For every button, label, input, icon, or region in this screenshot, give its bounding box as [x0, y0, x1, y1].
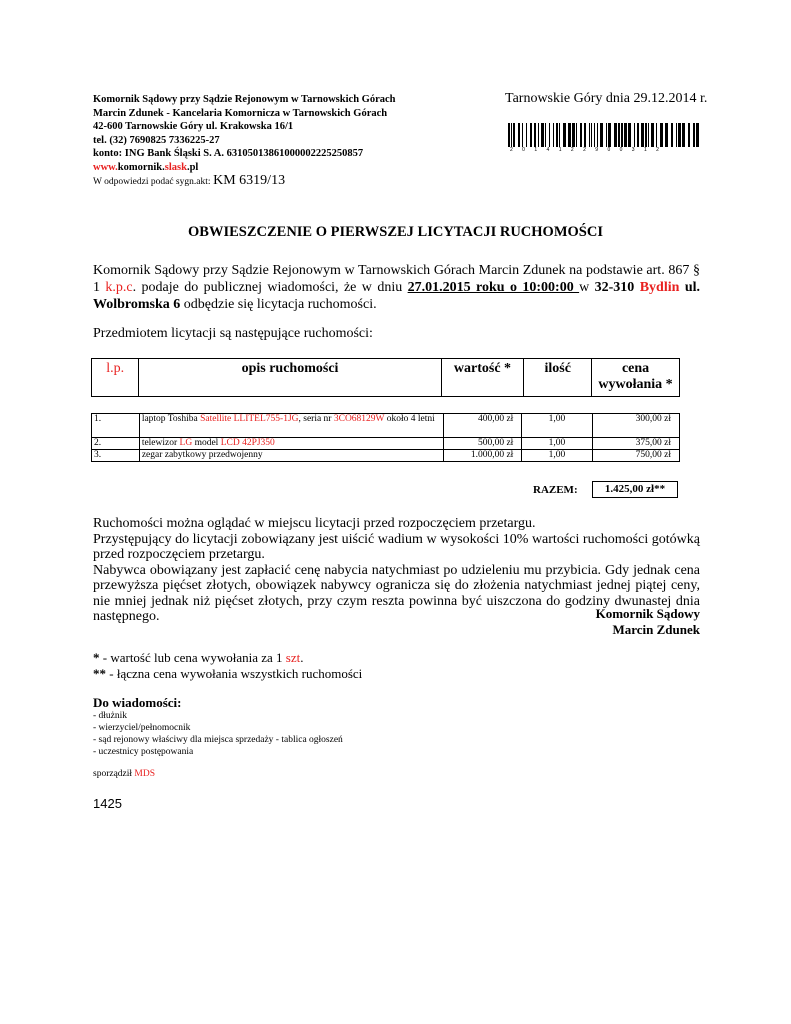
barcode-bar: [608, 123, 611, 147]
list-item: - wierzyciel/pełnomocnik: [93, 723, 191, 733]
barcode-bar: [606, 123, 607, 147]
barcode-bar: [522, 123, 523, 147]
barcode-bar: [541, 123, 544, 147]
header-line-account: konto: ING Bank Śląski S. A. 63105013861000002225250857: [93, 148, 364, 159]
item-description: telewizor LG model LCD 42PJ350: [139, 438, 443, 450]
footnotes: [93, 650, 362, 682]
list-item: - sąd rejonowy właściwy dla miejsca sprzedaży - tablica ogłoszeń: [93, 735, 343, 745]
terms-viewing: Ruchomości można oglądać w miejscu licytacji przed rozpoczęciem przetargu.: [93, 516, 536, 531]
barcode-bar: [618, 123, 620, 147]
item-description: zegar zabytkowy przedwojenny: [139, 450, 443, 462]
document-title: OBWIESZCZENIE O PIERWSZEJ LICYTACJI RUCHOMOŚCI: [188, 224, 603, 240]
barcode-bar: [696, 123, 699, 147]
intro-paragraph: Komornik Sądowy przy Sądzie Rejonowym w Tarnowskich Górach Marcin Zdunek na podstawie art. 867 § 1 k.p.c. podaje do publicznej wiadomości, że w dniu 27.01.2015 roku o 10:00:00 w 32-310 Bydlin ul. Wolbromska 6 odbędzie się licytacja ruchomości.: [93, 263, 701, 312]
barcode-bar: [534, 123, 536, 147]
header-line-court: Komornik Sądowy przy Sądzie Rejonowym w Tarnowskich Górach: [93, 94, 396, 105]
header-ilosc: ilość: [524, 359, 592, 397]
barcode-bar: [660, 123, 663, 147]
table-row: 2. telewizor LG model LCD 42PJ350 500,00 zł 1,00 375,00 zł: [92, 438, 680, 450]
barcode-bar: [656, 123, 657, 147]
barcode-bar: [553, 123, 554, 147]
header-opis: opis ruchomości: [139, 359, 441, 397]
barcode-bar: [545, 123, 546, 147]
terms-payment: Nabywca obowiązany jest zapłacić cenę nabycia natychmiast po udzieleniu mu przybicia. Gdy jednak cena przewyższa pięćset złotych, obowiązek nabywcy ogranicza się do złożenia natychmiast jednej piątej ceny, nie mniej jednak niż pięćset złotych, przy czym reszta powinna być uiszczona do godziny dwunastej dnia następnego.: [93, 562, 700, 624]
barcode-bar: [594, 123, 595, 147]
document-date: Tarnowskie Góry dnia 29.12.2014 r.: [505, 91, 708, 106]
recipients-list: [93, 710, 343, 758]
barcode-bar: [518, 123, 520, 147]
footnote-single: * - wartość lub cena wywołania za 1 szt.: [93, 650, 304, 665]
barcode-bar: [549, 123, 550, 147]
header-line-office: Marcin Zdunek - Kancelaria Komornicza w Tarnowskich Górach: [93, 107, 388, 119]
table-row: 1. laptop Toshiba Satellite LLITEL755-1JG, seria nr 3CO68129W około 4 letni 400,00 zł 1,00 300,00 zł: [92, 414, 680, 438]
barcode-bar: [513, 123, 515, 147]
items-table-header: [91, 358, 680, 397]
barcode-bar: [634, 123, 635, 147]
barcode-bar: [576, 123, 577, 147]
barcode-bar: [568, 123, 571, 147]
barcode-bar: [559, 123, 560, 147]
barcode-bar: [651, 123, 654, 147]
header-case-reference: W odpowiedzi podać sygn.akt: KM 6319/13: [93, 173, 286, 188]
barcode-digits: 2014122900312: [510, 147, 669, 153]
terms-deposit: Przystępujący do licytacji zobowiązany jest uiścić wadium w wysokości 10% wartości ruchomości gotówką przed rozpoczęciem przetargu.: [93, 531, 700, 562]
barcode-bar: [508, 123, 510, 147]
barcode-bar: [556, 123, 558, 147]
barcode-bar: [511, 123, 512, 147]
list-item: - dłużnik: [93, 711, 128, 721]
barcode-bar: [530, 123, 532, 147]
page-number: 1425: [93, 796, 122, 811]
barcode-bar: [600, 123, 603, 147]
header-website-link[interactable]: www.komornik.slask.pl: [93, 161, 199, 173]
barcode-bar: [628, 123, 631, 147]
header-wartosc: wartość *: [441, 359, 524, 397]
items-table: [91, 413, 680, 462]
barcode-bar: [678, 123, 681, 147]
barcode-bar: [589, 123, 590, 147]
barcode-bar: [526, 123, 527, 147]
header-line-phone: tel. (32) 7690825 7336225-27: [93, 134, 220, 146]
barcode-bar: [641, 123, 644, 147]
barcode-bar: [572, 123, 575, 147]
barcode-bar: [682, 123, 685, 147]
barcode-bar: [563, 123, 566, 147]
list-item: - uczestnicy postępowania: [93, 747, 194, 757]
barcode-bar: [614, 123, 617, 147]
item-description: laptop Toshiba Satellite LLITEL755-1JG, seria nr 3CO68129W około 4 letni: [139, 414, 443, 438]
barcode-bar: [676, 123, 677, 147]
footnote-total: ** - łączna cena wywołania wszystkich ruchomości: [93, 666, 363, 681]
barcode-bar: [648, 123, 649, 147]
recipients-title: Do wiadomości:: [93, 695, 182, 710]
signature-block: Komornik Sądowy Marcin Zdunek: [595, 606, 700, 637]
bailiff-header: [93, 93, 395, 190]
header-cena: cena wywołania *: [592, 359, 680, 397]
total-value: 1.425,00 zł**: [592, 481, 678, 498]
subject-line: Przedmiotem licytacji są następujące ruchomości:: [93, 326, 373, 341]
barcode-bar: [671, 123, 673, 147]
barcode-bar: [591, 123, 592, 147]
barcode-bar: [688, 123, 690, 147]
header-line-address: 42-600 Tarnowskie Góry ul. Krakowska 16/1: [93, 121, 294, 132]
total-label: RAZEM:: [533, 484, 578, 496]
barcode-bar: [637, 123, 639, 147]
barcode-bar: [621, 123, 623, 147]
barcode-bar: [584, 123, 586, 147]
barcode-bar: [580, 123, 582, 147]
prepared-by: sporządził MDS: [93, 769, 156, 779]
table-row: 3. zegar zabytkowy przedwojenny 1.000,00 zł 1,00 750,00 zł: [92, 450, 680, 462]
header-lp: l.p.: [92, 359, 139, 397]
barcode-bar: [645, 123, 647, 147]
barcode-bar: [665, 123, 668, 147]
barcode-bar: [538, 123, 539, 147]
barcode-bar: [624, 123, 627, 147]
barcode-bar: [597, 123, 598, 147]
barcode-bar: [693, 123, 695, 147]
